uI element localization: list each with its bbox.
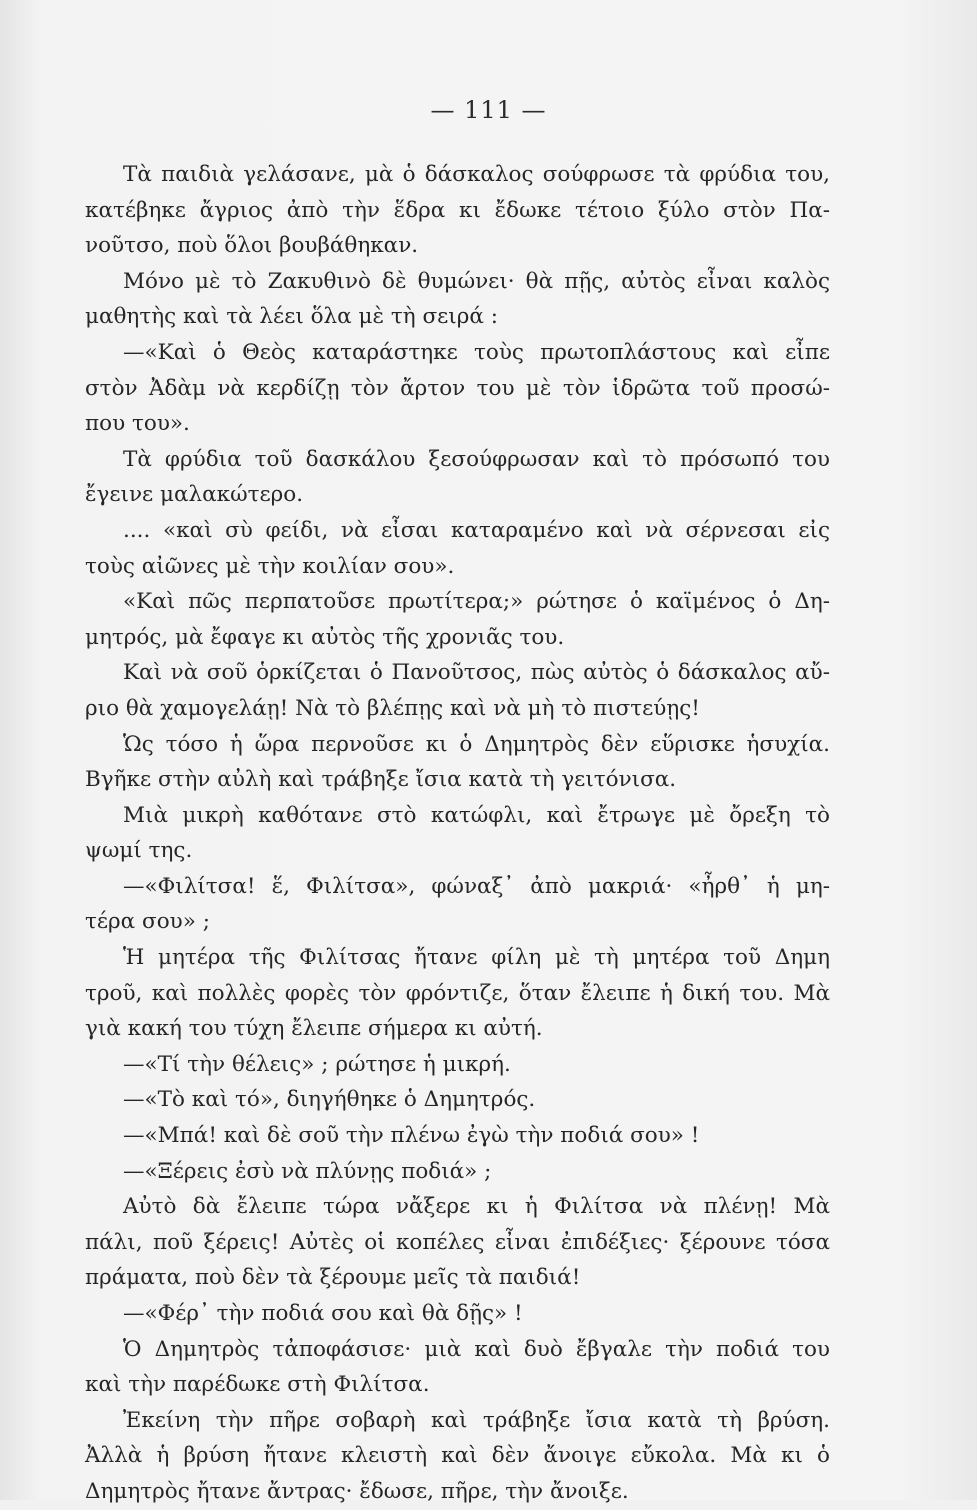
text-line: καὶ τὴν παρέδωκε στὴ Φιλίτσα.	[85, 1372, 430, 1398]
text-line: —«Μπά! καὶ δὲ σοῦ τὴν πλένω ἐγὼ τὴν ποδιά σου» !	[123, 1123, 700, 1149]
text-line: Τὰ παιδιὰ γελάσανε, μὰ ὁ δάσκαλος σούφρωσε τὰ φρύδια του,	[123, 162, 830, 187]
text-line: —«Τὸ καὶ τό», διηγήθηκε ὁ Δημητρός.	[123, 1087, 536, 1113]
text-line: ριο θὰ χαμογελάῃ! Νὰ τὸ βλέπῃς καὶ νὰ μὴ τὸ πιστεύῃς!	[85, 695, 700, 721]
text-line: μητρός, μὰ ἔφαγε κι αὐτὸς τῆς χρονιᾶς του.	[85, 624, 565, 650]
text-line: ψωμί της.	[85, 838, 193, 864]
text-line: Καὶ νὰ σοῦ ὁρκίζεται ὁ Πανοῦτσος, πὼς αὐτὸς ὁ δάσκαλος αὔ-	[123, 660, 830, 686]
text-line: πάλι, ποῦ ξέρεις! Αὐτὲς οἱ κοπέλες εἶναι ἐπιδέξιες· ξέρουνε τόσα	[85, 1229, 830, 1255]
text-line: πράματα, ποὺ δὲν τὰ ξέρουμε μεῖς τὰ παιδιά!	[85, 1265, 581, 1291]
text-line: Βγῆκε στὴν αὐλὴ καὶ τράβηξε ἴσια κατὰ τὴ γειτόνισα.	[85, 767, 677, 793]
text-line: —«Τί τὴν θέλεις» ; ρώτησε ἡ μικρή.	[123, 1051, 511, 1077]
text-line: νοῦτσο, ποὺ ὅλοι βουβάθηκαν.	[85, 233, 419, 259]
text-line: Δημητρὸς ἤτανε ἄντρας· ἔδωσε, πῆρε, τὴν ἄνοιξε.	[85, 1478, 629, 1504]
text-line: Μιὰ μικρὴ καθότανε στὸ κατώφλι, καὶ ἔτρωγε μὲ ὄρεξη τὸ	[123, 802, 830, 828]
text-line: γιὰ κακή του τύχη ἔλειπε σήμερα κι αὐτή.	[85, 1016, 543, 1042]
text-line: Ὁ Δημητρὸς τἀποφάσισε· μιὰ καὶ δυὸ ἔβγαλε τὴν ποδιά του	[123, 1336, 830, 1362]
text-line: κατέβηκε ἄγριος ἀπὸ τὴν ἕδρα κι ἔδωκε τέτοιο ξύλο στὸν Πα-	[85, 197, 830, 223]
text-line: —«Φιλίτσα! ἕ, Φιλίτσα», φώναξ᾽ ἀπὸ μακριά· «ἦρθ᾽ ἡ μη-	[123, 873, 830, 899]
page-number: — 111 —	[430, 96, 547, 124]
text-line: τοὺς αἰῶνες μὲ τὴν κοιλίαν σου».	[85, 553, 455, 579]
text-line: τέρα σου» ;	[85, 909, 210, 935]
text-line: —«Φέρ᾽ τὴν ποδιά σου καὶ θὰ δῇς» !	[123, 1301, 523, 1326]
text-line: Μόνο μὲ τὸ Ζακυθινὸ δὲ θυμώνει· θὰ πῇς, αὐτὸς εἶναι καλὸς	[123, 268, 830, 294]
text-line: στὸν Ἀδὰμ νὰ κερδίζῃ τὸν ἄρτον του μὲ τὸν ἱδρῶτα τοῦ προσώ-	[85, 375, 830, 401]
text-line: Ὡς τόσο ἡ ὥρα περνοῦσε κι ὁ Δημητρὸς δὲν εὕρισκε ἡσυχία.	[123, 731, 830, 757]
text-line: Ἡ μητέρα τῆς Φιλίτσας ἤτανε φίλη μὲ τὴ μητέρα τοῦ Δημη	[123, 945, 830, 971]
body-text	[85, 157, 830, 1510]
text-line: μαθητὴς καὶ τὰ λέει ὅλα μὲ τὴ σειρά :	[85, 304, 498, 330]
text-line: που του».	[85, 411, 190, 437]
text-line: ἔγεινε μαλακώτερο.	[85, 482, 304, 508]
text-line: Αὐτὸ δὰ ἔλειπε τώρα νἄξερε κι ἡ Φιλίτσα νὰ πλένῃ! Μὰ	[123, 1194, 830, 1220]
text-line: Ἀλλὰ ἡ βρύση ἤτανε κλειστὴ καὶ δὲν ἄνοιγε εὔκολα. Μὰ κι ὁ	[85, 1443, 830, 1469]
text-line: Τὰ φρύδια τοῦ δασκάλου ξεσούφρωσαν καὶ τὸ πρόσωπό του	[123, 446, 830, 472]
text-line: —«Καὶ ὁ Θεὸς καταράστηκε τοὺς πρωτοπλάστους καὶ εἶπε	[123, 339, 830, 365]
text-line: .... «καὶ σὺ φείδι, νὰ εἶσαι καταραμένο καὶ νὰ σέρνεσαι εἰς	[123, 517, 830, 543]
text-line: τροῦ, καὶ πολλὲς φορὲς τὸν φρόντιζε, ὅταν ἔλειπε ἡ δική του. Μὰ	[85, 980, 830, 1006]
text-line: «Καὶ πῶς περπατοῦσε πρωτίτερα;» ρώτησε ὁ καϊμένος ὁ Δη-	[123, 589, 830, 615]
text-line: —«Ξέρεις ἐσὺ νὰ πλύνῃς ποδιά» ;	[123, 1158, 492, 1184]
text-line: Ἐκείνη τὴν πῆρε σοβαρὴ καὶ τράβηξε ἴσια κατὰ τὴ βρύση.	[123, 1407, 830, 1433]
